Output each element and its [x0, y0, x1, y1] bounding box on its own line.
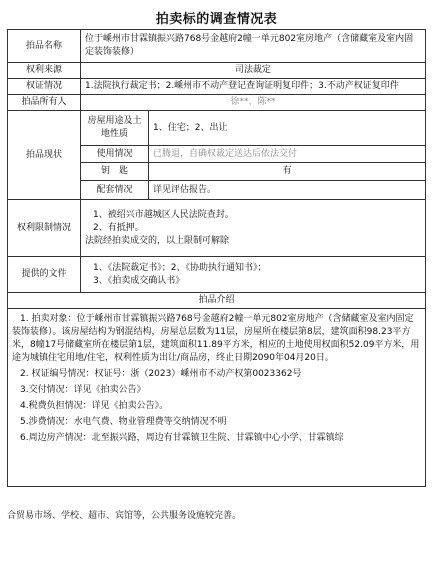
item-name-label: 拍品名称	[8, 30, 81, 63]
table-row	[8, 309, 426, 487]
table-row	[8, 293, 426, 309]
table-row	[8, 200, 426, 257]
documents-line-2: 3、《拍卖成交确认书》	[93, 275, 185, 286]
intro-heading: 拍品介绍	[8, 293, 426, 309]
restriction-line-2: 2、有抵押。	[93, 222, 144, 233]
page-title: 拍卖标的调查情况表	[155, 12, 278, 27]
intro-paragraph-3: 3.交付情况：详见《拍卖公告》	[20, 385, 146, 395]
owner-label: 拍品所有人	[8, 95, 81, 111]
table-row	[8, 111, 426, 146]
documents-line-1: 1、《法院裁定书》；2、《协助执行通知书》；	[93, 262, 267, 273]
table-row	[8, 79, 426, 95]
restriction-line-3: 法院经拍卖成交的，以上限制可解除	[85, 235, 230, 246]
intro-paragraph-5: 5.涉费情况：水电气费、物业管理费等交纳情况不明	[20, 417, 227, 427]
ownership-docs-value: 1.法院执行裁定书；2.嵊州市不动产登记查询证明复印件；3.不动产权证复印件	[81, 79, 426, 95]
table-row	[8, 95, 426, 111]
restriction-label: 权利限制情况	[8, 200, 81, 257]
usage-value: 1、住宅；2、出让	[149, 111, 426, 146]
key-label: 钥 匙	[81, 163, 149, 181]
intro-body	[8, 309, 426, 487]
intro-paragraph-6: 6.周边房产情况：北至振兴路，周边有甘霖镇卫生院、甘霖镇中心小学、甘霖镇综	[20, 433, 344, 443]
item-name-value: 位于嵊州市甘霖镇振兴路768号金越府2幢一单元802室房地产（含储藏室及室内固定装饰装修）	[81, 30, 426, 63]
facilities-label: 配套情况	[81, 181, 149, 200]
key-value: 有	[149, 163, 426, 181]
status-label: 拍品现状	[8, 111, 81, 200]
intro-paragraph-4: 4.税费负担情况：详见《拍卖公告》。	[20, 401, 169, 411]
intro-paragraph-1: 1. 拍卖对象：位于嵊州市甘霖镇振兴路768号金越府2幢一单元802室房地产（含储藏室及室内固定装饰装修）。该房屋结构为钢混结构，房屋总层数为11层，房屋所在楼层第8层，建筑面积98.23平方米，8幢17号储藏室所在楼层第1层，建筑面积11.89平方米，相应的土地使用权面积52.09平方米，用途为城镇住宅用地/住宅，权利性质为出让/商品房，终止日期2090年04月20日。	[12, 314, 420, 363]
right-source-value: 司法裁定	[81, 63, 426, 79]
restriction-line-1: 1、被绍兴市越城区人民法院查封。	[93, 209, 234, 220]
survey-table	[7, 29, 426, 487]
ownership-docs-label: 权证情况	[8, 79, 81, 95]
documents-label: 提供的文件	[8, 257, 81, 293]
table-row	[8, 30, 426, 63]
use-label: 使用情况	[81, 146, 149, 163]
usage-label: 房屋用途及土地性质	[81, 111, 149, 146]
intro-paragraph-2: 2. 权证编号情况：权证号：浙（2023）嵊州市不动产权第0023362号	[20, 369, 302, 379]
documents-value	[81, 257, 426, 293]
table-row	[8, 63, 426, 79]
facilities-value: 详见评估报告。	[149, 181, 426, 200]
table-row	[8, 257, 426, 293]
right-source-label: 权利来源	[8, 63, 81, 79]
owner-value: 徐**、陈**	[81, 95, 426, 111]
intro-paragraph-6-continued: 合贸易市场、学校、超市、宾馆等，公共服务设施较完善。	[7, 511, 242, 521]
use-value: 已腾退，自确权裁定送达后依法交付	[149, 146, 426, 163]
restriction-value	[81, 200, 426, 257]
